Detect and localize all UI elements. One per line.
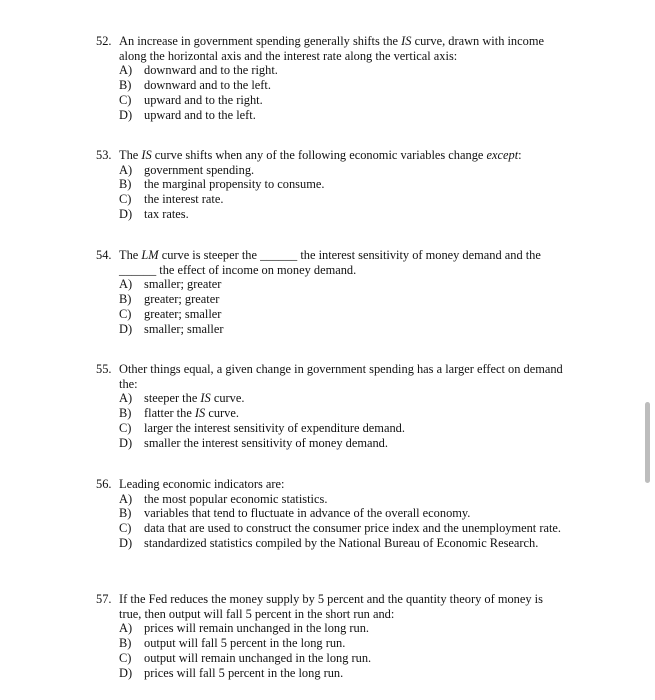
option-letter: C) bbox=[119, 650, 132, 665]
text-run: upward and to the left. bbox=[144, 107, 256, 122]
text-run: the marginal propensity to consume. bbox=[144, 177, 325, 192]
option-text bbox=[144, 78, 271, 92]
option-text bbox=[144, 636, 345, 650]
option-text bbox=[144, 63, 278, 77]
question-55 bbox=[96, 362, 566, 450]
option-letter: B) bbox=[119, 177, 132, 192]
option-letter: B) bbox=[119, 292, 132, 307]
option-text bbox=[144, 421, 405, 435]
question-number: 52. bbox=[96, 34, 112, 48]
option-letter: A) bbox=[119, 621, 133, 636]
question-text bbox=[119, 477, 566, 492]
option-letter: A) bbox=[119, 491, 133, 506]
answer-option bbox=[96, 406, 566, 421]
option-text bbox=[144, 651, 371, 665]
text-run: smaller; greater bbox=[144, 277, 222, 292]
answer-option bbox=[96, 322, 566, 337]
text-run: downward and to the left. bbox=[144, 78, 271, 93]
text-run: greater; smaller bbox=[144, 306, 222, 321]
question-stem bbox=[96, 248, 566, 277]
option-text bbox=[144, 322, 223, 336]
text-run: variables that tend to fluctuate in advance of the overall economy. bbox=[144, 506, 471, 521]
text-run: The bbox=[119, 248, 142, 262]
option-text bbox=[144, 292, 219, 306]
text-run: If the Fed reduces the money supply by 5 percent and the quantity theory of money is true, then output will fall 5 percent in the short run and: bbox=[119, 592, 543, 621]
option-letter: D) bbox=[119, 321, 133, 336]
text-run: government spending. bbox=[144, 162, 255, 177]
question-stem bbox=[96, 148, 566, 163]
answer-option bbox=[96, 163, 566, 178]
text-run: An increase in government spending generally shifts the bbox=[119, 34, 402, 48]
option-letter: B) bbox=[119, 506, 132, 521]
question-number: 53. bbox=[96, 148, 112, 162]
italic-term: LM bbox=[141, 248, 159, 262]
option-text bbox=[144, 492, 327, 506]
text-run: tax rates. bbox=[144, 206, 189, 221]
text-run: curve, drawn with income along the horizontal axis and the interest rate along the vertical axis: bbox=[119, 34, 544, 63]
answer-option bbox=[96, 421, 566, 436]
answer-option bbox=[96, 391, 566, 406]
answer-option bbox=[96, 636, 566, 651]
text-run: curve is steeper the ______ the interest sensitivity of money demand and the ______ the effect of income on money demand. bbox=[119, 248, 541, 277]
question-text bbox=[119, 362, 566, 391]
answer-option bbox=[96, 177, 566, 192]
option-text bbox=[144, 177, 324, 191]
option-text bbox=[144, 406, 239, 420]
text-run: larger the interest sensitivity of expenditure demand. bbox=[144, 420, 405, 435]
text-run: smaller; smaller bbox=[144, 321, 224, 336]
answer-option bbox=[96, 93, 566, 108]
italic-term: except bbox=[486, 148, 519, 162]
option-letter: C) bbox=[119, 92, 132, 107]
question-stem bbox=[96, 34, 566, 63]
answer-option bbox=[96, 521, 566, 536]
option-text bbox=[144, 163, 254, 177]
option-letter: A) bbox=[119, 391, 133, 406]
text-run: curve. bbox=[210, 391, 245, 406]
text-run: upward and to the right. bbox=[144, 92, 263, 107]
italic-term: IS bbox=[200, 391, 211, 406]
option-letter: D) bbox=[119, 665, 133, 680]
italic-term: IS bbox=[141, 148, 152, 162]
option-letter: B) bbox=[119, 406, 132, 421]
text-run: curve. bbox=[205, 406, 239, 421]
option-letter: D) bbox=[119, 535, 133, 550]
answer-option bbox=[96, 436, 566, 451]
question-54 bbox=[96, 248, 566, 336]
option-letter: D) bbox=[119, 206, 133, 221]
text-run: prices will fall 5 percent in the long run. bbox=[144, 665, 344, 680]
italic-term: IS bbox=[194, 406, 206, 421]
question-53 bbox=[96, 148, 566, 222]
question-text bbox=[119, 148, 566, 163]
question-text bbox=[119, 248, 566, 277]
text-run: standardized statistics compiled by the National Bureau of Economic Research. bbox=[144, 535, 539, 550]
question-number: 56. bbox=[96, 477, 112, 491]
text-run: The bbox=[119, 148, 142, 162]
question-57 bbox=[96, 592, 566, 680]
answer-option bbox=[96, 307, 566, 322]
answer-option bbox=[96, 63, 566, 78]
answer-option bbox=[96, 492, 566, 507]
question-52 bbox=[96, 34, 566, 122]
option-text bbox=[144, 277, 221, 291]
option-text bbox=[144, 521, 561, 535]
text-run: flatter the bbox=[144, 406, 195, 421]
text-run: output will fall 5 percent in the long run. bbox=[144, 636, 346, 651]
option-text bbox=[144, 192, 223, 206]
question-stem bbox=[96, 477, 566, 492]
text-run: downward and to the right. bbox=[144, 63, 278, 78]
question-number: 55. bbox=[96, 362, 112, 376]
text-run: curve shifts when any of the following economic variables change bbox=[151, 148, 487, 162]
text-run: the interest rate. bbox=[144, 192, 224, 207]
answer-option bbox=[96, 108, 566, 123]
answer-option bbox=[96, 277, 566, 292]
text-run: Other things equal, a given change in government spending has a larger effect on demand the: bbox=[119, 362, 563, 391]
option-text bbox=[144, 307, 221, 321]
text-run: greater; greater bbox=[144, 292, 220, 307]
question-56 bbox=[96, 477, 566, 551]
option-text bbox=[144, 207, 189, 221]
text-run: output will remain unchanged in the long run. bbox=[144, 650, 372, 665]
answer-option bbox=[96, 506, 566, 521]
vertical-scrollbar[interactable] bbox=[645, 402, 650, 483]
question-text bbox=[119, 592, 566, 621]
option-text bbox=[144, 536, 538, 550]
answer-option bbox=[96, 207, 566, 222]
option-letter: B) bbox=[119, 78, 132, 93]
option-letter: A) bbox=[119, 277, 133, 292]
answer-option bbox=[96, 292, 566, 307]
question-number: 57. bbox=[96, 592, 112, 606]
text-run: prices will remain unchanged in the long run. bbox=[144, 621, 370, 636]
answer-option bbox=[96, 78, 566, 93]
option-text bbox=[144, 666, 343, 680]
option-letter: C) bbox=[119, 420, 132, 435]
text-run: smaller the interest sensitivity of money demand. bbox=[144, 435, 388, 450]
answer-option bbox=[96, 192, 566, 207]
option-letter: A) bbox=[119, 162, 133, 177]
option-letter: B) bbox=[119, 636, 132, 651]
text-run: steeper the bbox=[144, 391, 201, 406]
option-text bbox=[144, 436, 388, 450]
option-letter: C) bbox=[119, 521, 132, 536]
text-run: : bbox=[518, 148, 522, 162]
option-text bbox=[144, 108, 256, 122]
answer-option bbox=[96, 651, 566, 666]
option-text bbox=[144, 506, 470, 520]
option-letter: C) bbox=[119, 192, 132, 207]
question-number: 54. bbox=[96, 248, 112, 262]
option-letter: A) bbox=[119, 63, 133, 78]
question-text bbox=[119, 34, 566, 63]
option-text bbox=[144, 391, 244, 405]
italic-term: IS bbox=[401, 34, 412, 48]
answer-option bbox=[96, 621, 566, 636]
option-letter: D) bbox=[119, 107, 133, 122]
option-letter: D) bbox=[119, 435, 133, 450]
text-run: data that are used to construct the consumer price index and the unemployment rate. bbox=[144, 521, 562, 536]
answer-option bbox=[96, 666, 566, 681]
answer-option bbox=[96, 536, 566, 551]
text-run: the most popular economic statistics. bbox=[144, 491, 328, 506]
text-run: Leading economic indicators are: bbox=[119, 477, 285, 491]
option-text bbox=[144, 621, 369, 635]
option-letter: C) bbox=[119, 306, 132, 321]
question-stem bbox=[96, 362, 566, 391]
option-text bbox=[144, 93, 263, 107]
question-stem bbox=[96, 592, 566, 621]
